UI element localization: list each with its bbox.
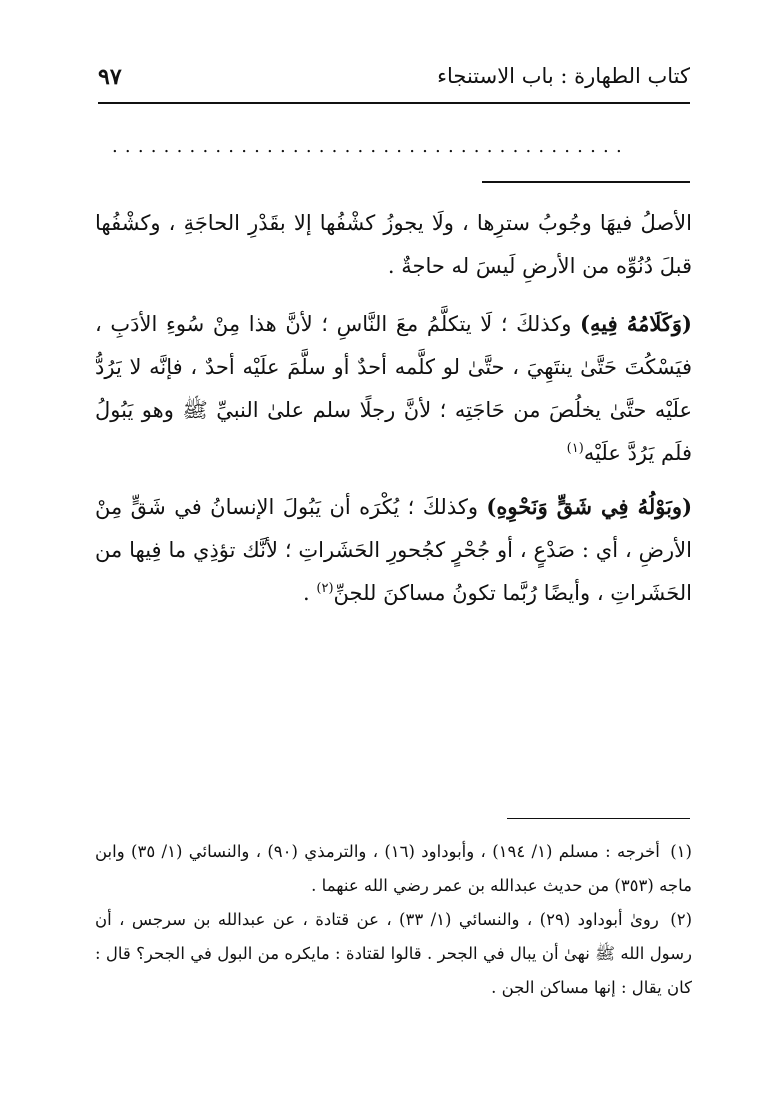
paragraph-text: وكذلكَ ؛ يُكْرَه أن يَبُولَ الإنسانُ في شَقٍّ مِنْ الأرضِ ، أي : صَدْعٍ ، أو جُحْرٍ كجُحورِ الحَشَراتِ ؛ لأنَّك تؤذِي ما فِيها من الحَشَراتِ ، وأيضًا رُبَّما تكونُ مساكنَ للجنِّ bbox=[95, 495, 692, 605]
page-number: ٩٧ bbox=[98, 64, 122, 90]
lemma-heading: (وبَوْلُهُ فِي شَقٍّ وَنَحْوِهِ) bbox=[486, 494, 693, 519]
footnote-text: روىٰ أبوداود (٢٩) ، والنسائي (١/ ٣٣) ، عن قتادة ، عن عبدالله بن سرجس ، أن رسول الله ﷺ نهىٰ أن يبال في الجحر . قالوا لقتادة : مايكره من البول في الجحر؟ قال : كان يقال : إنها مساكن الجن . bbox=[95, 910, 692, 997]
footnote-number: (٢) bbox=[670, 910, 693, 929]
running-head: كتاب الطهارة : باب الاستنجاء bbox=[437, 64, 690, 88]
paragraph-text: الأصلُ فيهَا وجُوبُ سترِها ، ولَا يجوزُ كشْفُها إلا بقَدْرِ الحاجَةِ ، وكشْفُها قبلَ دُنُوِّه من الأرضِ لَيسَ له حاجةٌ . bbox=[95, 211, 692, 278]
footnote-ref[interactable]: (٢) bbox=[316, 581, 334, 596]
footnote-number: (١) bbox=[670, 842, 692, 861]
footnote-rule bbox=[507, 818, 690, 819]
paragraph bbox=[95, 302, 692, 475]
main-text bbox=[95, 202, 692, 625]
footnote bbox=[95, 835, 692, 903]
ellipsis-row: ........................................ bbox=[112, 137, 629, 157]
paragraph-text: وكذلكَ ؛ لَا يتكلَّمُ معَ النَّاسِ ؛ لأنَّ هذا مِنْ سُوءِ الأدَبِ ، فيَسْكُتَ حَتَّىٰ ينتَهِيَ ، حتَّىٰ لو كلَّمه أحدٌ أو سلَّمَ علَيْه أحدٌ ، فإنَّه لا يَرُدُّ علَيْه حتَّىٰ يخلُصَ من حَاجَتِه ؛ لأنَّ رجلًا سلم علىٰ النبيِّ ﷺ وهو يَبُولُ فلَم يَرُدَّ علَيْه bbox=[95, 312, 692, 465]
footnote bbox=[95, 903, 692, 1005]
page-header bbox=[98, 62, 690, 102]
footnote-ref[interactable]: (١) bbox=[566, 441, 584, 456]
header-rule bbox=[98, 102, 690, 104]
section-rule bbox=[482, 181, 690, 183]
paragraph bbox=[95, 202, 692, 288]
footnote-text: أخرجه : مسلم (١/ ١٩٤) ، وأبوداود (١٦) ، والترمذي (٩٠) ، والنسائي (١/ ٣٥) وابن ماجه (٣٥٣) من حديث عبدالله بن عمر رضي الله عنهما . bbox=[95, 842, 692, 895]
paragraph-end: . bbox=[303, 581, 317, 605]
paragraph bbox=[95, 485, 692, 615]
footnotes bbox=[95, 835, 692, 1005]
lemma-heading: (وَكَلَامُهُ فِيهِ) bbox=[580, 311, 692, 336]
